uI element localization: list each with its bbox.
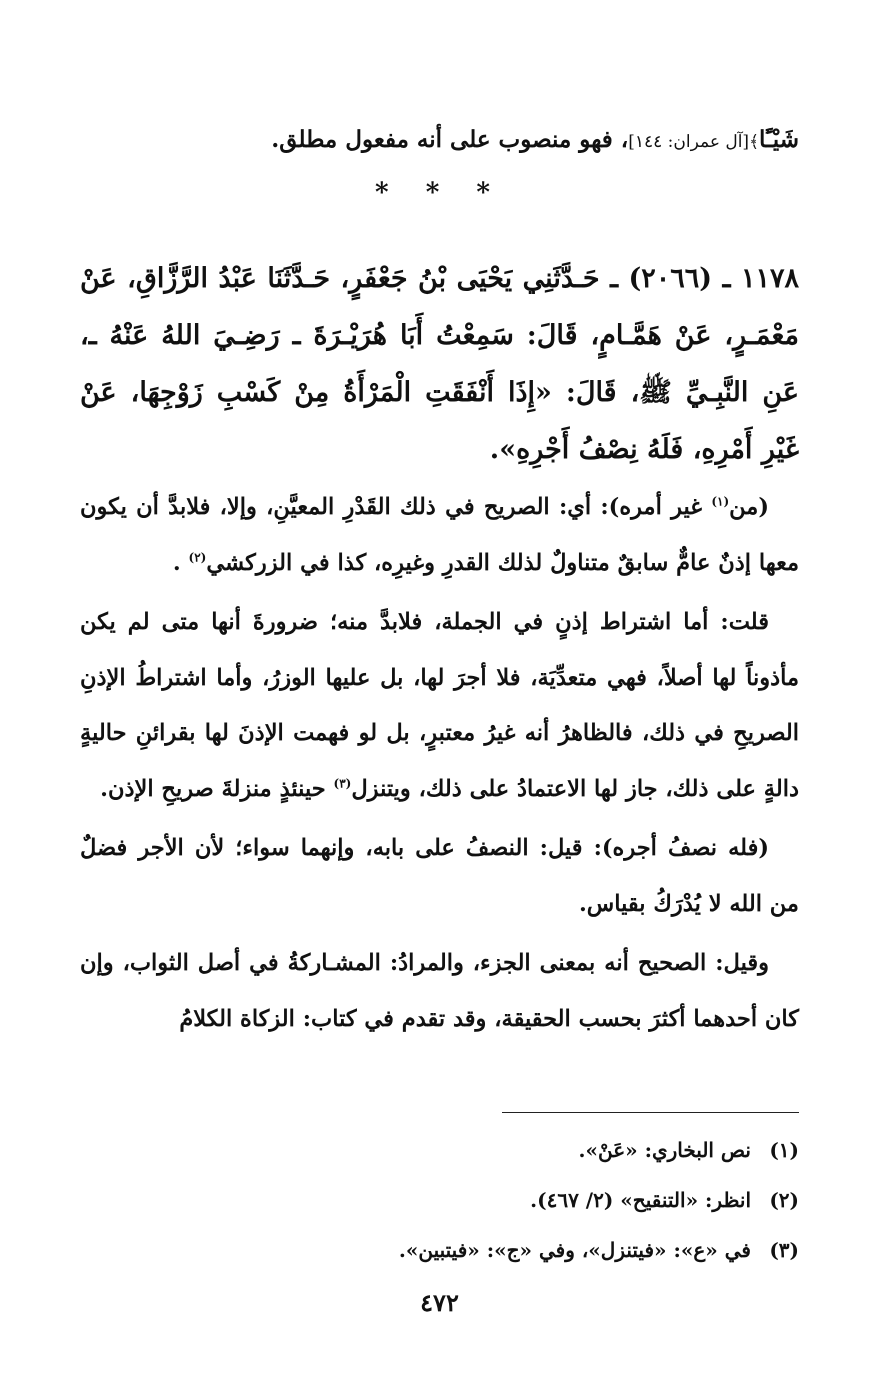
continuation-line bbox=[80, 118, 799, 164]
commentary-paragraph-3: (فله نصفُ أجره): قيل: النصفُ على بابه، وإنهما سواء؛ لأن الأجر فضلٌ من الله لا يُدْرَكُ بقياس. bbox=[80, 835, 799, 917]
commentary-paragraph-2: قلت: أما اشتراط إذنٍ في الجملة، فلابدَّ منه؛ ضرورةَ أنها متى لم يكن مأذوناً لها أصلاً، فهي متعدِّيَة، فلا أجرَ لها، بل عليها الوزرُ، وأما اشتراطُ الإذنِ الصريحِ في ذلك، فالظاهرُ أنه غيرُ معتبرٍ، بل لو فهمت الإذنَ لها بقرائنِ حاليةٍ دالةٍ على ذلك، جاز لها الاعتمادُ على ذلك، ويتنزل$^{(٣)}$ حينئذٍ منزلةَ صريحِ الإذن. bbox=[80, 609, 799, 802]
quran-reference: ﴾[آل عمران: ١٤٤] bbox=[628, 132, 760, 152]
footnote-3 bbox=[80, 1225, 799, 1275]
commentary-paragraph-1: (من$^{(١)}$ غير أمره): أي: الصريح في ذلك القَدْرِ المعيَّنِ، وإلا، فلابدَّ أن يكون معها إذنٌ عامٌّ سابقٌ متناولٌ لذلك القدرِ وغيرِه، كذا في الزركشي$^{(٢)}$ . bbox=[80, 494, 799, 576]
footnote-number: (٢) bbox=[769, 1188, 799, 1212]
footnote-text: في «ع»: «فيتنزل»، وفي «ج»: «فيتبين». bbox=[398, 1238, 751, 1262]
quran-word: شَيْـًٔا bbox=[759, 126, 799, 153]
commentary-paragraph-4: وقيل: الصحيح أنه بمعنى الجزء، والمرادُ: المشـاركةُ في أصل الثواب، وإن كان أحدهما أكثرَ بحسب الحقيقة، وقد تقدم في كتاب: الزكاة الكلامُ bbox=[80, 950, 799, 1032]
page-number: ٤٧٢ bbox=[420, 1288, 459, 1317]
footnote-marker-2: (٢) bbox=[188, 550, 207, 564]
footnote-marker-1: (١) bbox=[711, 494, 730, 509]
footnote-number: (١) bbox=[769, 1138, 799, 1162]
section-separator: * * * bbox=[375, 178, 504, 208]
hadith-text: ١١٧٨ ـ (٢٠٦٦) ـ حَـدَّثَنِي يَحْيَى بْنُ جَعْفَرٍ، حَـدَّثَنَا عَبْدُ الرَّزَّاقِ، عَنْ مَعْمَـرٍ، عَنْ هَمَّـامٍ، قَالَ: سَمِعْتُ أَبَا هُرَيْـرَةَ ـ رَضِـيَ اللهُ عَنْهُ ـ، عَنِ النَّبِـيِّ ﷺ، قَالَ: «إِذَا أَنْفَقَتِ الْمَرْأَةُ مِنْ كَسْبِ زَوْجِهَا، عَنْ غَيْرِ أَمْرِهِ، فَلَهُ نِصْفُ أَجْرِهِ». bbox=[80, 263, 799, 465]
footnote-divider bbox=[502, 1112, 799, 1113]
book-page bbox=[80, 0, 799, 1376]
footnote-marker-3: (٣) bbox=[333, 776, 352, 790]
footnote-text: انظر: «التنقيح» (٢/ ٤٦٧). bbox=[530, 1188, 751, 1212]
continuation-text: ، فهو منصوب على أنه مفعول مطلق. bbox=[271, 126, 629, 153]
footnote-number: (٣) bbox=[769, 1238, 799, 1262]
footnote-text: نص البخاري: «عَنْ». bbox=[578, 1138, 751, 1162]
commentary bbox=[80, 480, 799, 1047]
footnote-1 bbox=[80, 1125, 799, 1175]
footnote-2 bbox=[80, 1175, 799, 1225]
footnotes bbox=[80, 1125, 799, 1275]
